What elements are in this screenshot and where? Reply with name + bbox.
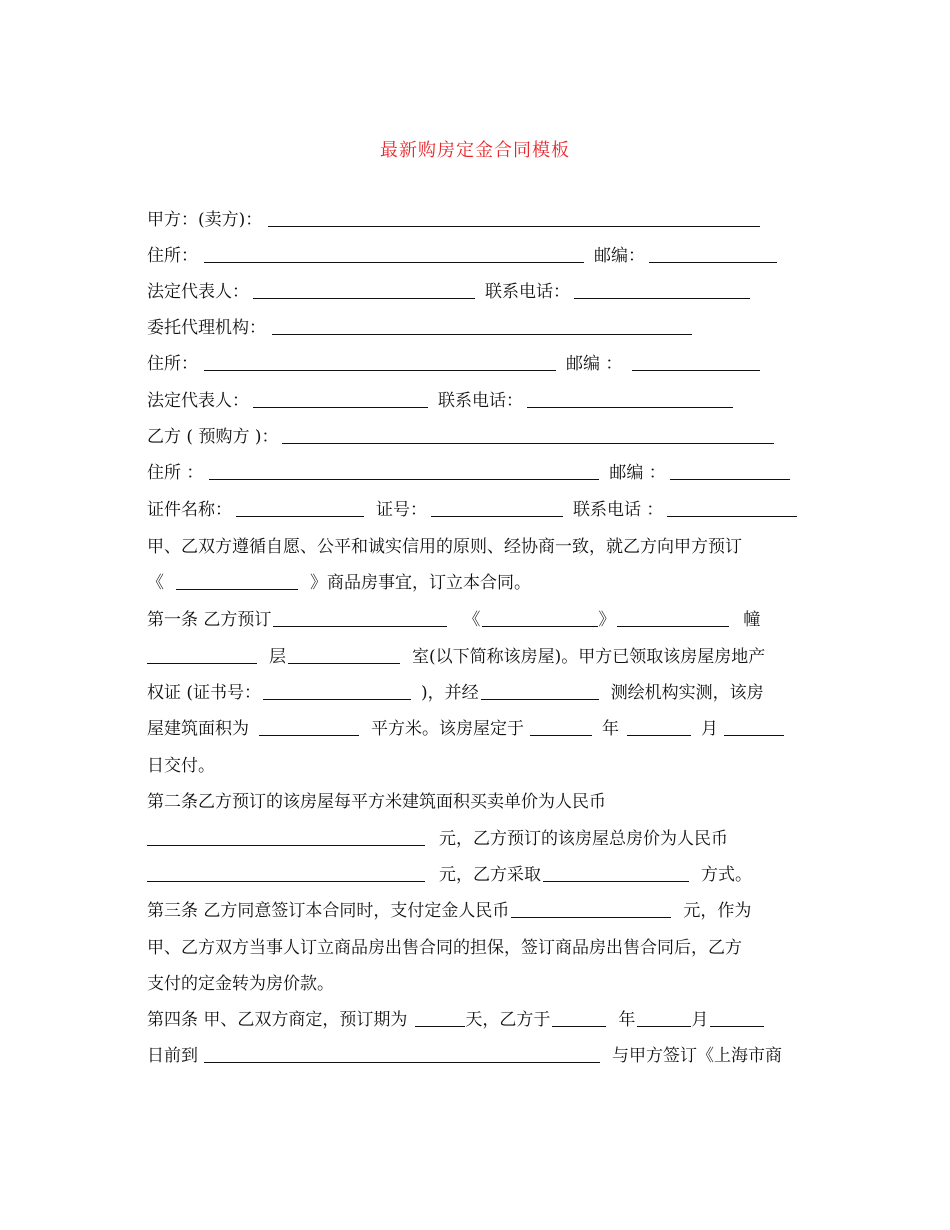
line-party-b-address: 住所 ： 邮编 ：	[147, 462, 790, 484]
line-party-b-id: 证件名称： 证号： 联系电话 ：	[147, 499, 797, 521]
line-agency-address: 住所： 邮编 ：	[147, 353, 760, 375]
line-article-1-c: 权证 (证书号： )，并经 测绘机构实测，该房	[147, 683, 764, 703]
line-agency-rep: 法定代表人： 联系电话：	[147, 390, 733, 412]
document-title: 最新购房定金合同模板	[380, 140, 570, 161]
line-preamble-1: 甲、乙双方遵循自愿、公平和诚实信用的原则、经协商一致，就乙方向甲方预订	[147, 537, 742, 557]
line-article-1-a: 第一条 乙方预订 《 》 幢	[147, 610, 761, 630]
line-article-1-e: 日交付。	[147, 756, 215, 776]
line-article-3-a: 第三条 乙方同意签订本合同时，支付定金人民币 元，作为	[147, 901, 752, 921]
line-preamble-2: 《 》商品房事宜，订立本合同。	[147, 573, 531, 593]
line-party-a: 甲方：(卖方)：	[147, 209, 760, 231]
line-article-2-b: 元，乙方预订的该房屋总房价为人民币	[147, 828, 728, 850]
line-article-1-d: 屋建筑面积为 平方米。该房屋定于 年 月	[147, 718, 784, 740]
line-article-2-c: 元，乙方采取 方式。	[147, 864, 752, 886]
line-article-3-c: 支付的定金转为房价款。	[147, 974, 334, 994]
line-article-4-a: 第四条 甲、乙双方商定，预订期为 天，乙方于 年 月	[147, 1009, 764, 1031]
line-party-b: 乙方 ( 预购方 )：	[147, 426, 774, 448]
line-agency: 委托代理机构：	[147, 317, 692, 339]
line-article-1-b: 层 室(以下简称该房屋)。甲方已领取该房屋房地产	[147, 646, 765, 668]
line-article-2-a: 第二条乙方预订的该房屋每平方米建筑面积买卖单价为人民币	[147, 792, 606, 812]
line-article-4-b: 日前到 与甲方签订《上海市商	[147, 1046, 782, 1066]
line-party-a-rep: 法定代表人： 联系电话：	[147, 281, 750, 303]
line-party-a-address: 住所： 邮编：	[147, 245, 777, 267]
line-article-3-b: 甲、乙方双方当事人订立商品房出售合同的担保，签订商品房出售合同后，乙方	[147, 938, 742, 958]
